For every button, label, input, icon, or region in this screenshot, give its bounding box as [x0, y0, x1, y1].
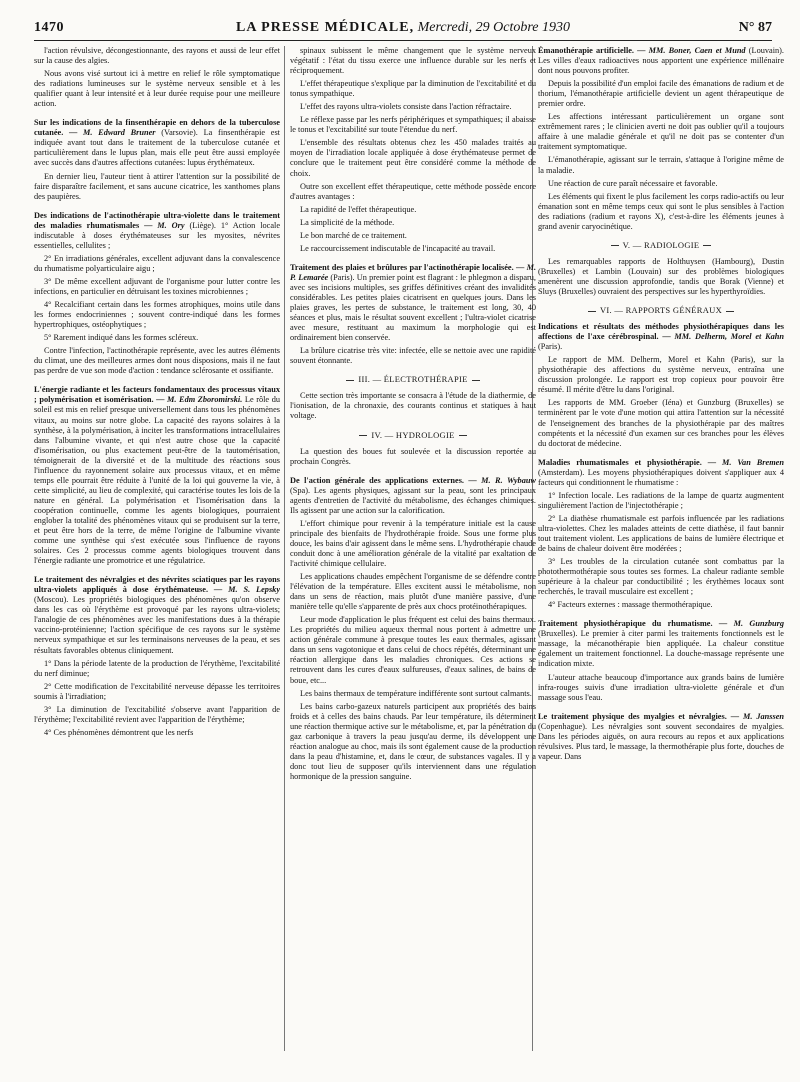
paragraph	[34, 254, 280, 274]
column-2-text-b	[290, 391, 536, 421]
paragraph-body: 5° Rarement indiqué dans les formes scléreux.	[44, 333, 199, 343]
paragraph	[538, 619, 784, 669]
paragraph-body: L'auteur attache beaucoup d'importance aux grands bains de lumière infra-rouges suivis d'une irradiation ultra-violette générale et d'un massage sous l'eau.	[538, 672, 784, 702]
section-heading-hydrologie: IV. — HYDROLOGIE	[290, 430, 536, 440]
author-name: M. Ory	[157, 220, 185, 230]
paragraph	[538, 79, 784, 109]
paragraph	[34, 659, 280, 679]
paragraph	[538, 712, 784, 762]
paragraph	[538, 673, 784, 703]
paragraph	[290, 205, 536, 215]
paragraph-body: Les applications chaudes empêchent l'organisme de se défendre contre l'élévation de la température. Elles excitent aussi le métabolisme, non dans un sens de réaction, mais plutôt d'une manière passive, d'une manière telle qu'elle s'apparente de près aux chocs protéinothérapiques.	[290, 572, 536, 612]
paragraph-body: 4° Facteurs externes : massage thermothérapique.	[548, 600, 713, 610]
paragraph	[34, 385, 280, 566]
paragraph-body: (Copenhague). Les névralgies sont souvent secondaires de myalgies. Dans les périodes aiguës, on aura recours au repos et aux applications révulsives. Plus tard, le massage, la thermothérapie plus forte, douches de vapeur. Dans	[538, 721, 784, 761]
paragraph-body: (Louvain). Les villes d'eaux radioactives nous apportent une expérience millénaire dont nous pouvons profiter.	[538, 46, 784, 76]
paragraph	[290, 79, 536, 99]
paragraph-body: 3° De même excellent adjuvant de l'organisme pour lutter contre les infections, en particulier en détruisant les toxines microbiennes ;	[34, 276, 280, 296]
section-heading-radiologie: V. — RADIOLOGIE	[538, 240, 784, 250]
abstract-title: Indications et résultats des méthodes physiothérapiques dans les affections de l'axe cérébrospinal. —	[538, 322, 784, 342]
column-3-text-a	[538, 46, 784, 232]
paragraph-body: Le rapport de MM. Delherm, Morel et Kahn (Paris), sur la physiothérapie des affections du système nerveux, entraîna une discussion prolongée. Le rapport est trop copieux pour pouvoir être résumé. Il mérite d'être lu dans l'original.	[538, 355, 784, 395]
paragraph-body: Les remarquables rapports de Holthuysen (Hambourg), Dustin (Bruxelles) et Lambin (Louvain) sur des problèmes biologiques amenèrent une discussion approfondie, tandis que Borak (Vienne) et Sluys (Bruxelles) ouvraient des perspectives sur les hyperthyroïdies.	[538, 256, 784, 296]
paragraph-body: Le raccourcissement indiscutable de l'incapacité au travail.	[300, 243, 496, 253]
column-3-text-c	[538, 322, 784, 762]
paragraph-body: La brûlure cicatrise très vite: infectée, elle se nettoie avec une rapidité souvent étonnante.	[290, 346, 536, 366]
abstract-title: Maladies rhumatismales et physiothérapie. —	[538, 457, 717, 467]
column-1	[34, 46, 280, 1066]
author-name: M. Van Bremen	[722, 457, 784, 467]
column-2-text-a	[290, 46, 536, 366]
paragraph-body: Depuis la possibilité d'un emploi facile des émanations de radium et de thorium, l'émanothérapie artificielle devient un agent thérapeutique de premier ordre.	[538, 79, 784, 109]
paragraph-body: Une réaction de cure paraît nécessaire et favorable.	[548, 178, 718, 188]
abstract-title: Sur les indications de la finsenthérapie en dehors de la tuberculose cutanée. —	[34, 118, 280, 138]
paragraph-body: 4° Recalcifiant certain dans les formes atrophiques, moins utile dans les formes endocriniennes ; souvent contre-indiqué dans les formes hypertrophiques, ostéophytiques ;	[34, 300, 280, 330]
column-3-text-b	[538, 257, 784, 297]
paragraph	[290, 572, 536, 612]
paragraph	[290, 244, 536, 254]
paragraph	[34, 211, 280, 251]
column-2	[290, 46, 536, 1066]
paragraph	[290, 182, 536, 202]
paragraph-body: Les bains thermaux de température indifférente sont surtout calmants.	[300, 688, 532, 698]
paragraph	[538, 514, 784, 554]
issue-date: Mercredi, 29 Octobre 1930	[417, 20, 570, 35]
paragraph	[34, 300, 280, 330]
paragraph	[538, 557, 784, 597]
author-name: M. Janssen	[742, 711, 784, 721]
paragraph	[34, 575, 280, 655]
paragraph	[538, 398, 784, 448]
running-title	[34, 20, 772, 36]
paragraph	[34, 69, 280, 109]
paragraph	[34, 333, 280, 343]
paragraph-body: En dernier lieu, l'auteur tient à attirer l'attention sur la possibilité de faire disparaître facilement, et sans aucune cicatrice, les xanthomes plans des paupières.	[34, 171, 280, 201]
paragraph	[34, 705, 280, 725]
paragraph-body: (Spa). Les agents physiques, agissant sur la peau, sont les principaux agents d'entretien de l'activité du métabolisme, des échanges chimiques. Ils agissent par une action sur la calorification.	[290, 485, 536, 515]
paragraph	[538, 600, 784, 610]
paragraph	[290, 218, 536, 228]
paragraph-body: 3° Les troubles de la circulation cutanée sont combattus par la photothermothérapie sous toutes ses formes. La chaleur radiante semble supérieure à la chaleur par conductibilité ; les érythèmes locaux sont recherchés, le travail musculaire est excellent ;	[538, 557, 784, 597]
paragraph-body: 3° La diminution de l'excitabilité s'observe avant l'apparition de l'érythème; l'excitabilité revient avec l'apparition de l'érythème;	[34, 704, 280, 724]
abstract-title: L'énergie radiante et les facteurs fondamentaux des processus vitaux ; polymérisation et isomérisation. —	[34, 385, 280, 405]
column-2-text-c	[290, 447, 536, 782]
paragraph	[538, 112, 784, 152]
paragraph-body: (Liège). 1° Action locale indiscutable à doses érythémateuses sur les myosites, névrites essentielles, cellulites ;	[34, 220, 280, 250]
paragraph-body: (Paris).	[538, 342, 563, 352]
paragraph	[290, 476, 536, 516]
paragraph-body: L'effort chimique pour revenir à la température initiale est la cause principale des bienfaits de l'hydrothérapie froide. Sous une forme plus douce, les bains d'air agissent dans le même sens. L'hydrothérapie chaude conduit donc à une amélioration générale de la vitalité par exaltation de l'activité chimique cellulaire.	[290, 518, 536, 569]
abstract-title: Le traitement physique des myalgies et névralgies. —	[538, 711, 740, 721]
author-name: M. R. Wybauw	[481, 475, 536, 485]
paragraph	[290, 519, 536, 569]
paragraph-body: Leur mode d'application le plus fréquent est celui des bains thermaux. Les propriétés du milieu aqueux thermal nous portent à admettre une action générale commune à presque toutes les eaux thermales, agissant dans un sens vagotonique et dans celui de chocs répétés, déterminant une réaction allergique dans les maladies chroniques. Ces actions se retrouvent dans les cures d'eaux sulfureuses, d'eaux salines, de bains de boue, etc...	[290, 615, 536, 685]
paragraph-body: Les rapports de MM. Groeber (Iéna) et Gunzburg (Bruxelles) se terminèrent par le vote d'une motion qui attira l'attention sur la nécessité de l'enseignement des branches de la physiothérapie par des maîtres compétents et la nécessité d'un examen sur ces branches pour les élèves du doctorat de médecine.	[538, 398, 784, 448]
paragraph	[290, 46, 536, 76]
paragraph-body: (Varsovie). La finsenthérapie est indiquée avant tout dans le traitement de la tuberculose cutanée et particulièrement dans le lupus plan, mais elle peut être aussi employée avec succès dans d'autres affections cutanées: lupus érythémateux.	[34, 128, 280, 168]
paragraph-body: 4° Ces phénomènes démontrent que les nerfs	[44, 727, 194, 737]
paragraph-body: L'effet des rayons ultra-violets consiste dans l'action réfractaire.	[300, 102, 512, 112]
paragraph	[538, 155, 784, 175]
paragraph-body: Le rôle du soleil est mis en relief presque universellement dans tous les phénomènes vitaux, au moins sur notre globe. La capacité des rayons solaires à la synthèse, à la polymérisation, à inciter les transformations intracellulaires dans l'albumine vivante, et qui n'est autre chose que la capacité d'isomérisation, ou plus exactement peut-être de la tautomérisation, témoignerait de la diversité et de la multitude des réactions sous l'influence du rayonnement solaire aux processus vitaux, et en même temps elle pourrait être réduite à l'unité de la loi qui gouverne la vie, à cette simplicité, au lieu de complexité, qui caractérise toutes les lois de la nature en général. La polymérisation et l'isomérisation dans la coopération continuelle, comme les agents biologiques, pourraient englober la totalité des phénomènes vitaux qui se produisent sur la terre, et peut être hors de la terre, de même l'origine de l'albumine vivante comme une synthèse qui s'est exécutée sous l'influence de rayons solaires. Ces 2 processus comme agents biologiques trouvent dans l'énergie radiante une promotrice et une régulatrice.	[34, 395, 280, 566]
paragraph	[290, 447, 536, 467]
paragraph	[538, 355, 784, 395]
paragraph	[538, 257, 784, 297]
paragraph-body: Le bon marché de ce traitement.	[300, 230, 407, 240]
paragraph	[290, 391, 536, 421]
paragraph-body: 2° Cette modification de l'excitabilité nerveuse dépasse les territoires soumis à l'irradiation;	[34, 681, 280, 701]
paragraph	[290, 231, 536, 241]
paragraph-body: Le réflexe passe par les nerfs périphériques et sympathiques; il abaisse le tonus et l'excitabilité sur toute l'étendue du nerf.	[290, 115, 536, 135]
paragraph-body: Les bains carbo-gazeux naturels participent aux propriétés des bains froids et à celles des bains chauds. Par leur température, ils déterminent une réaction thermique active sur le métabolisme, et, par la pénétration du gaz carbonique à travers la peau jusqu'au derme, ils développent une réaction analogue au choc, mais ils sont également cause de la production dans la peau d'histamine, et, dans le cœur, de substances vagales. Il y a donc tout lieu de supposer qu'ils interviennent dans une régulation hormonique de la pression sanguine.	[290, 701, 536, 781]
paragraph-body: (Paris). Un premier point est flagrant : le phlegmon a disparu, avec ses incisions multiples, ses griffes définitives créant des invalidités considérables. Les petites plaies cicatrisent en quelques jours. Dans les plaies graves, les pertes de substance, le traitement est long, 30, 40 séances et plus, mais le résultat souvent excellent ; l'ultra-violet cicatrise avec mesure, restituant au maximum la morphologie qui est ordinairement bien conservée.	[290, 272, 536, 343]
paragraph-body: Contre l'infection, l'actinothérapie représente, avec les autres éléments du climat, une des meilleures armes dont nous disposions, mais il ne faut pas perdre de vue son mode d'action : tendance sclérosante et ossifiante.	[34, 346, 280, 376]
paragraph	[538, 179, 784, 189]
author-name: M. Gunzburg	[733, 619, 784, 629]
issue-number: N° 87	[738, 20, 772, 35]
paragraph-body: Nous avons visé surtout ici à mettre en relief le rôle symptomatique des radiations lumineuses sur le système nerveux sensible et à les qualifier quant à leur intensité et à leur durée requise pour une meilleure action.	[34, 69, 280, 109]
paragraph	[34, 682, 280, 702]
paragraph	[34, 728, 280, 738]
paragraph-body: La simplicité de la méthode.	[300, 217, 395, 227]
paragraph-body: L'ensemble des résultats obtenus chez les 450 malades traités au moyen de l'irradiation locale appliquée à dose érythémateuse permet de conclure que le traitement peut être considéré comme la méthode de choix.	[290, 138, 536, 178]
paragraph	[538, 458, 784, 488]
paragraph-body: Outre son excellent effet thérapeutique, cette méthode possède encore d'autres avantages :	[290, 181, 536, 201]
section-heading-electrotherapie: III. — ÉLECTROTHÉRAPIE	[290, 374, 536, 384]
paragraph	[34, 172, 280, 202]
paragraph-body: L'émanothérapie, agissant sur le terrain, s'attaque à l'origine même de la maladie.	[538, 155, 784, 175]
author-name: MM. Boner, Caen et Mund	[648, 46, 746, 55]
paragraph	[290, 263, 536, 343]
paragraph	[34, 277, 280, 297]
page-header	[34, 14, 772, 41]
paragraph	[538, 491, 784, 511]
paragraph	[290, 615, 536, 685]
paragraph-body: 2° En irradiations générales, excellent adjuvant dans la convalescence du rhumatisme polyarticulaire aigu ;	[34, 253, 280, 273]
abstract-title: Émanothérapie artificielle. —	[538, 46, 646, 55]
paragraph-body: 2° La diathèse rhumatismale est parfois influencée par les radiations ultra-violettes. Chez les malades atteints de cette diathèse, il faut bannir tout traitement violent. Les applications de bains de lumière électrique et de bains de chaleur doivent être modérées ;	[538, 513, 784, 554]
paragraph-body: La rapidité de l'effet thérapeutique.	[300, 204, 417, 214]
paragraph	[34, 46, 280, 66]
column-3	[538, 46, 784, 1066]
author-name: M. S. Lepsky	[228, 585, 280, 595]
paragraph	[34, 346, 280, 376]
abstract-title: Des indications de l'actinothérapie ultra-violette dans le traitement des maladies rhumatismales —	[34, 210, 280, 230]
paragraph	[538, 322, 784, 352]
paragraph	[290, 138, 536, 178]
author-name: M. P. Lemarée	[290, 262, 536, 282]
paragraph-body: spinaux subissent le même changement que le système nerveux végétatif : l'état du tissu exerce une influence durable sur les nerfs et réciproquement.	[290, 46, 536, 76]
paragraph-body: (Moscou). Les propriétés biologiques des phénomènes qu'on observe dans les cas où l'érythème est provoqué par les rayons ultra-violets; l'analogie de ces phénomènes avec les manifestations dues à la thérapie vaccino-protéinienne; l'action spécifique de ces rayons sur le système nerveux sympathique et sur les terminaisons nerveuses de la peau, et ses résultats favorables obtenus cliniquement.	[34, 595, 280, 655]
paragraph-body: l'action révulsive, décongestionnante, des rayons et aussi de leur effet sur la cause des algies.	[34, 46, 280, 66]
paragraph	[538, 46, 784, 76]
paragraph	[538, 192, 784, 232]
column-1-text	[34, 46, 280, 738]
author-name: MM. Delherm, Morel et Kahn	[674, 332, 784, 342]
author-name: M. Edward Bruner	[83, 128, 156, 138]
paragraph-body: Les affections intéressant particulièrement un organe sont extrêmement rares ; le clinicien averti ne doit pas oublier qu'il a toujours affaire à une maladie générale et qu'il ne doit pas se contenter d'un traitement symptomatique.	[538, 112, 784, 152]
paragraph-body: L'effet thérapeutique s'explique par la diminution de l'excitabilité et du tonus sympathique.	[290, 79, 536, 99]
paragraph	[290, 102, 536, 112]
paragraph	[34, 118, 280, 168]
paragraph-body: (Bruxelles). Le premier à citer parmi les traitements fonctionnels est le massage, la mécanothérapie bien appliquée. La chaleur constitue également un traitement fonctionnel. La douche-massage représente une indication mixte.	[538, 629, 784, 669]
paragraph	[290, 115, 536, 135]
paragraph	[290, 689, 536, 699]
page-number: 1470	[34, 20, 64, 35]
section-heading-rapports-generaux: VI. — RAPPORTS GÉNÉRAUX	[538, 305, 784, 315]
author-name: M. Edm Zboromirski.	[167, 395, 243, 405]
publication-name: LA PRESSE MÉDICALE,	[235, 20, 415, 35]
abstract-title: De l'action générale des applications externes. —	[290, 475, 477, 485]
paragraph-body: 1° Infection locale. Les radiations de la lampe de quartz augmentent singulièrement l'action de l'injectothérapie ;	[538, 490, 784, 510]
abstract-title: Traitement des plaies et brûlures par l'actinothérapie localisée. —	[290, 262, 525, 272]
abstract-title: Le traitement des névralgies et des névrites sciatiques par les rayons ultra-violets appliqués à dose érythémateuse. —	[34, 575, 280, 595]
paragraph	[290, 702, 536, 782]
paragraph-body: Cette section très importante se consacra à l'étude de la diathermie, de l'ionisation, de la chronaxie, des courants continus et statiques à haut voltage.	[290, 391, 536, 421]
paragraph-body: 1° Dans la période latente de la production de l'érythème, l'excitabilité du nerf diminue;	[34, 658, 280, 678]
paragraph-body: La question des boues fut soulevée et la discussion reportée au prochain Congrès.	[290, 446, 536, 466]
abstract-title: Traitement physiothérapique du rhumatisme. —	[538, 619, 728, 629]
paragraph-body: (Amsterdam). Les moyens physiothérapiques doivent s'appliquer aux 4 facteurs qui conditionnent le rhumatisme :	[538, 467, 784, 487]
paragraph	[290, 346, 536, 366]
column-divider	[284, 46, 285, 1051]
paragraph-body: Les éléments qui fixent le plus facilement les corps radio-actifs ou leur émanation sont en même temps ceux qui sont le plus sensibles à l'action des radiations (radium et rayons X), c'est-à-dire les éléments jeunes à grand avenir caryocinétique.	[538, 191, 784, 231]
